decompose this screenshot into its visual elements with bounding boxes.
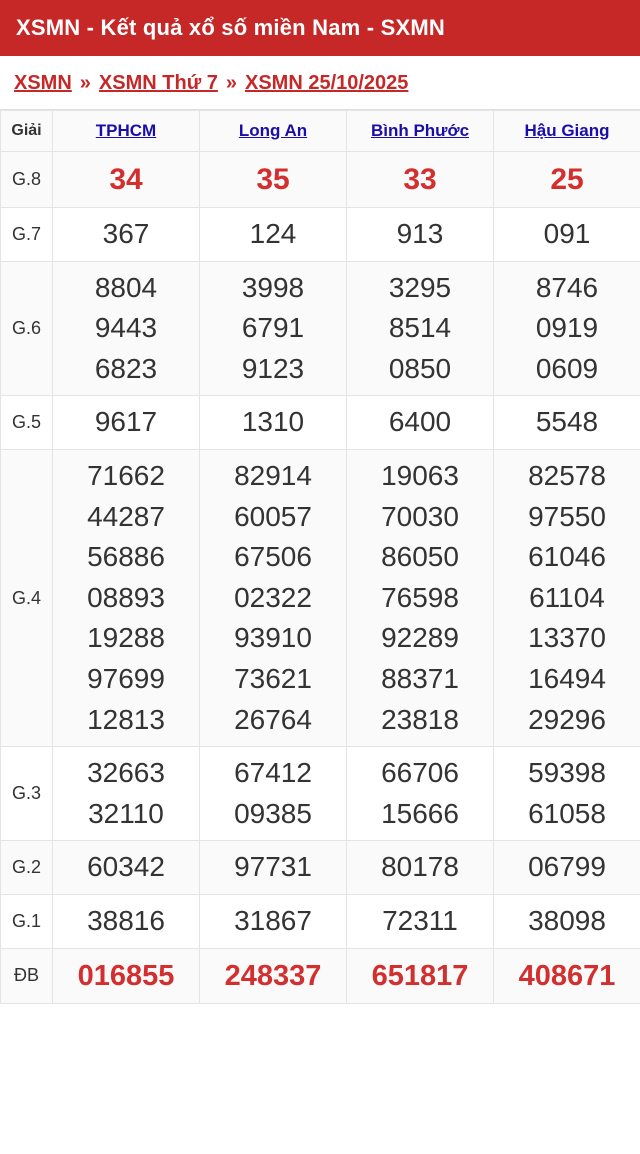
result-number: 26764	[234, 703, 312, 735]
result-number: 19288	[87, 622, 165, 654]
result-number: 12813	[87, 703, 165, 735]
result-cell	[347, 208, 494, 262]
result-cell	[347, 948, 494, 1003]
breadcrumb-separator: »	[225, 71, 237, 94]
result-number: 33	[403, 162, 437, 196]
result-number: 16494	[528, 662, 606, 694]
table-row	[1, 747, 640, 841]
result-cell	[494, 261, 640, 396]
result-number: 913	[396, 218, 444, 249]
result-cell	[53, 948, 200, 1003]
result-number: 44287	[87, 500, 165, 532]
prize-label: ĐB	[1, 948, 53, 1003]
column-header-province-0	[53, 110, 200, 151]
result-number: 67506	[234, 541, 312, 573]
result-cell	[53, 894, 200, 948]
result-cell	[53, 151, 200, 208]
result-cell	[200, 948, 347, 1003]
result-number: 67412	[234, 757, 312, 789]
table-row	[1, 151, 640, 208]
result-number: 9617	[94, 406, 158, 438]
result-number: 124	[249, 218, 297, 249]
result-cell	[347, 151, 494, 208]
result-number: 09385	[234, 797, 312, 829]
result-cell	[200, 261, 347, 396]
result-cell	[494, 841, 640, 895]
result-number: 32663	[87, 757, 165, 789]
result-number: 1310	[241, 406, 305, 438]
table-row	[1, 396, 640, 450]
table-row	[1, 841, 640, 895]
result-cell	[53, 841, 200, 895]
result-cell	[494, 208, 640, 262]
result-number: 93910	[234, 622, 312, 654]
column-header-prize: Giải	[1, 110, 53, 151]
result-cell	[494, 396, 640, 450]
lottery-result-table	[0, 110, 640, 1004]
result-number: 88371	[381, 662, 459, 694]
table-header	[1, 110, 640, 151]
page-title: XSMN - Kết quả xổ số miền Nam - SXMN	[0, 0, 640, 56]
prize-label: G.6	[1, 261, 53, 396]
breadcrumb	[0, 56, 640, 110]
result-number: 091	[543, 218, 591, 249]
result-number: 15666	[381, 797, 459, 829]
prize-label: G.5	[1, 396, 53, 450]
result-number: 8746	[535, 271, 599, 303]
result-cell	[494, 894, 640, 948]
result-number: 72311	[382, 904, 458, 936]
result-number: 19063	[381, 459, 459, 491]
result-number: 248337	[224, 959, 322, 992]
result-number: 13370	[528, 622, 606, 654]
result-number: 97731	[234, 851, 312, 883]
result-number: 59398	[528, 757, 606, 789]
result-cell	[494, 747, 640, 841]
result-cell	[494, 449, 640, 746]
result-cell	[347, 747, 494, 841]
result-number: 0850	[388, 352, 452, 384]
result-number: 71662	[87, 459, 165, 491]
column-header-province-3	[494, 110, 640, 151]
prize-label: G.4	[1, 449, 53, 746]
result-number: 0609	[535, 352, 599, 384]
result-cell	[200, 208, 347, 262]
breadcrumb-item-date[interactable]: XSMN 25/10/2025	[244, 71, 409, 94]
result-number: 367	[102, 218, 150, 249]
result-number: 9443	[94, 312, 158, 344]
result-number: 35	[256, 162, 290, 196]
province-link-2[interactable]: Bình Phước	[370, 120, 470, 140]
result-number: 61058	[528, 797, 606, 829]
result-number: 5548	[535, 406, 599, 438]
result-number: 73621	[234, 662, 312, 694]
result-number: 82914	[234, 459, 312, 491]
result-number: 70030	[381, 500, 459, 532]
province-link-0[interactable]: TPHCM	[95, 120, 157, 140]
result-number: 60057	[234, 500, 312, 532]
table-row	[1, 449, 640, 746]
prize-label: G.3	[1, 747, 53, 841]
column-header-province-2	[347, 110, 494, 151]
breadcrumb-item-weekday[interactable]: XSMN Thứ 7	[98, 71, 218, 94]
result-number: 8804	[94, 271, 158, 303]
result-number: 0919	[535, 312, 599, 344]
breadcrumb-separator: »	[79, 71, 91, 94]
table-body	[1, 151, 640, 1003]
result-cell	[53, 449, 200, 746]
result-number: 61046	[528, 541, 606, 573]
table-header-row	[1, 110, 640, 151]
result-number: 3998	[241, 271, 305, 303]
result-number: 60342	[87, 851, 165, 883]
result-cell	[347, 261, 494, 396]
result-number: 97699	[87, 662, 165, 694]
result-number: 97550	[528, 500, 606, 532]
result-number: 61104	[529, 581, 605, 613]
result-cell	[347, 841, 494, 895]
result-cell	[53, 208, 200, 262]
result-number: 06799	[528, 851, 606, 883]
result-cell	[53, 261, 200, 396]
result-number: 3295	[388, 271, 452, 303]
result-number: 31867	[234, 904, 312, 936]
result-cell	[200, 449, 347, 746]
result-cell	[200, 747, 347, 841]
result-cell	[347, 396, 494, 450]
result-cell	[200, 894, 347, 948]
result-number: 25	[550, 162, 584, 196]
result-number: 38816	[87, 904, 165, 936]
result-cell	[53, 396, 200, 450]
result-number: 651817	[371, 959, 469, 992]
prize-label: G.8	[1, 151, 53, 208]
result-number: 6791	[241, 312, 305, 344]
result-number: 6400	[388, 406, 452, 438]
result-number: 38098	[528, 904, 606, 936]
prize-label: G.2	[1, 841, 53, 895]
table-row	[1, 948, 640, 1003]
result-number: 34	[109, 162, 143, 196]
result-number: 016855	[77, 959, 175, 992]
result-cell	[494, 948, 640, 1003]
result-number: 76598	[381, 581, 459, 613]
result-number: 86050	[381, 541, 459, 573]
result-cell	[347, 894, 494, 948]
result-number: 9123	[241, 352, 305, 384]
result-number: 02322	[234, 581, 312, 613]
province-link-3[interactable]: Hậu Giang	[524, 120, 610, 140]
result-number: 66706	[381, 757, 459, 789]
result-number: 56886	[87, 541, 165, 573]
table-row	[1, 894, 640, 948]
result-number: 92289	[381, 622, 459, 654]
result-cell	[200, 151, 347, 208]
result-number: 23818	[381, 703, 459, 735]
result-cell	[200, 396, 347, 450]
result-number: 8514	[388, 312, 452, 344]
result-number: 80178	[381, 851, 459, 883]
prize-label: G.7	[1, 208, 53, 262]
result-number: 08893	[87, 581, 165, 613]
table-row	[1, 261, 640, 396]
result-number: 32110	[88, 797, 164, 829]
result-cell	[53, 747, 200, 841]
table-row	[1, 208, 640, 262]
result-cell	[200, 841, 347, 895]
result-number: 6823	[94, 352, 158, 384]
column-header-province-1	[200, 110, 347, 151]
result-cell	[347, 449, 494, 746]
result-cell	[494, 151, 640, 208]
result-number: 29296	[528, 703, 606, 735]
result-number: 408671	[518, 959, 616, 992]
province-link-1[interactable]: Long An	[238, 120, 308, 140]
result-number: 82578	[528, 459, 606, 491]
prize-label: G.1	[1, 894, 53, 948]
breadcrumb-item-region[interactable]: XSMN	[14, 71, 72, 94]
